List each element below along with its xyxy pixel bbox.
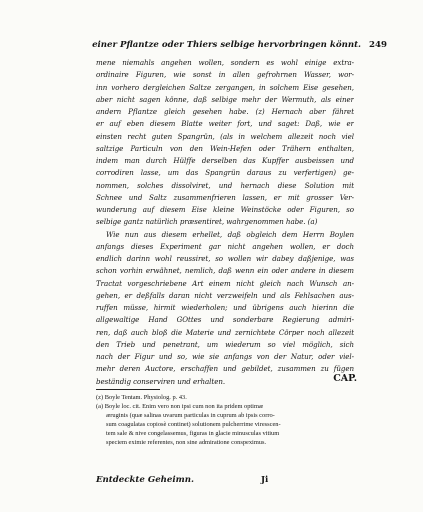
running-title: einer Pflantze oder Thiers selbige hervorbringen könnt. [92, 40, 362, 50]
footnote-line: speciem eximie referentes, non sine admiratione conspeximus. [106, 439, 267, 447]
footnote-line: sum coagulatas copiosè continet) solutionem pulcherrime viresscen- [106, 421, 281, 429]
footnote-line: (a) Boyle loc. cit. Enim vero non ipsi cum non ita pridem optimæ [96, 403, 264, 411]
text-line: nach der Figur und so, wie sie anfangs von der Natur, oder viel- [96, 352, 354, 361]
main-text [96, 57, 354, 388]
footer-title: Entdeckte Geheimn. [96, 475, 194, 485]
text-line: ruffen müsse, hirmit wiederholen; und übrigens auch hierinn die [96, 303, 354, 312]
text-line: andern Pflantze gleich gesehen habe. (z) Hernach aber fähret [96, 107, 354, 116]
text-line: er auf eben diesem Blatte weiter fort, und saget: Daß, wie er [96, 119, 354, 129]
text-line: endlich darinn wohl reussiret, so wollen wir dabey daßjenige, was [96, 254, 354, 263]
text-line: Tractat vorgeschriebene Art einem nicht gleich nach Wunsch an- [96, 278, 354, 288]
page-number: 249 [369, 40, 387, 50]
page-footer [96, 475, 356, 485]
text-line: mehr deren Auctore, erschaffen und gebildet, zusammen zu fügen [96, 364, 354, 374]
footnote-line: tem sale & nive congelassemus, figuras in glacie minusculas vitium [106, 430, 280, 438]
text-line: einsten recht guten Spangrün, (als in welchem allezeit noch viel [96, 131, 354, 141]
text-line: wunderung auf diesem Eise kleine Weinstöcke oder Figuren, so [96, 205, 354, 214]
text-line: Wie nun aus diesem erhellet, daß obgleich dem Herrn Boylen [106, 229, 354, 239]
text-line: mene niemahls angehen wollen, sondern es wohl einige extra- [96, 58, 354, 67]
text-line: anfangs dieses Experiment gar nicht angehen wollen, er doch [96, 241, 354, 251]
text-line: den Trieb und penetrant, um wiederum so viel möglich, sich [96, 339, 354, 349]
footnote-rule [96, 389, 160, 390]
footnotes [96, 393, 360, 448]
text-line: allgewaltige Hand GOttes und sonderbare Regierung admiri- [96, 315, 354, 325]
text-line: inn vorhero dergleichen Saltze zergangen, in solchem Eise gesehen, [96, 82, 354, 92]
text-line: selbige gantz natürlich præsentiret, wahrgenommen habe. (a) [96, 217, 318, 227]
text-line: ordinaire Figuren, wie sonst in allen gefrohrnen Wasser, wor- [96, 70, 354, 80]
text-line: Schnee und Saltz zusammenfrieren lassen, er mit grosser Ver- [96, 192, 354, 202]
text-line: nommen, solches dissolviret, und hernach diese Solution mit [96, 180, 354, 190]
text-line: indem man durch Hülffe derselben das Kupffer ausbeissen und [96, 156, 354, 165]
text-line: aber nicht sagen könne, daß selbige mehr der Wermuth, als einer [96, 94, 354, 104]
running-header [60, 40, 387, 50]
footnote-line: (z) Boyle Tentam. Physiolog. p. 43. [96, 394, 187, 401]
text-line: ren, daß auch bloß die Materie und zernichtete Cörper noch allezeit [96, 327, 354, 337]
signature-mark: Ji [260, 475, 269, 485]
text-line: saltzige Particuln von den Wein-Hefen oder Trähern enthalten, [96, 143, 354, 153]
footnote-line: æruginis (quæ salinas uvarum particulas in cuprum ab ipsis corro- [106, 412, 275, 420]
text-line: corrodiren lasse, um das Spangrün daraus zu verfertigen) ge- [96, 168, 354, 178]
catchword: CAP. [333, 373, 357, 384]
text-line: gehen, er deßfalls daran nicht verzweifeln und als Fehlsachen aus- [96, 290, 354, 300]
text-line: beständig conserviren und erhalten. [96, 376, 226, 386]
text-line: schon vorhin erwähnet, nemlich, daß wenn ein oder andere in diesem [96, 266, 354, 276]
